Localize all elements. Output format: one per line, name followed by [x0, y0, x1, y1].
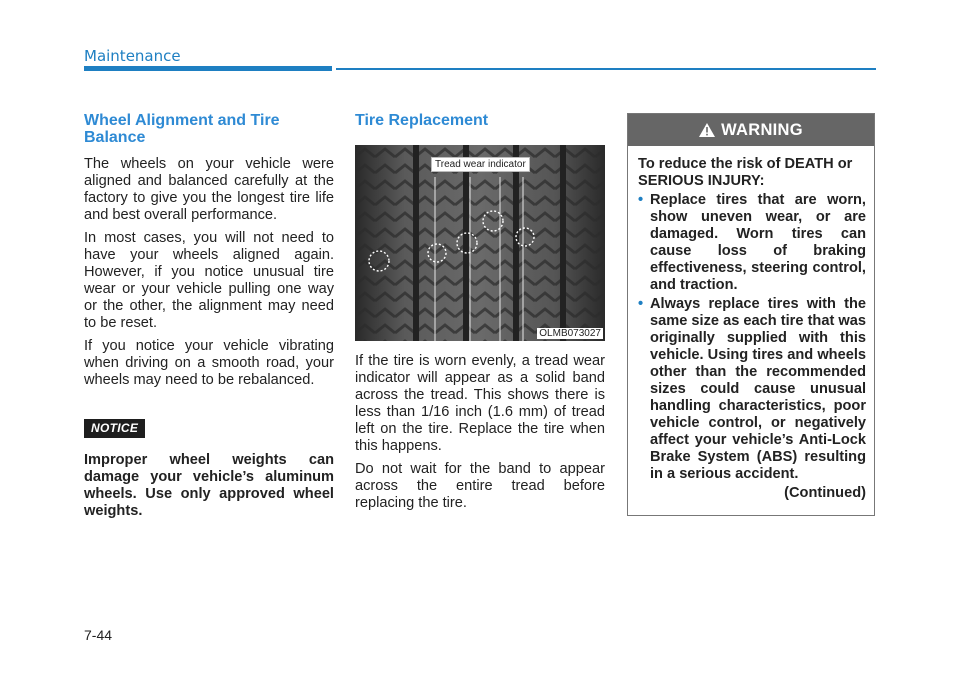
warning-box: [627, 113, 875, 516]
alignment-paragraph-2: In most cases, you will not need to have your wheels aligned again. However, if you notice unusual tire wear or your vehicle pulling one way or the other, the alignment may need to be reset.: [84, 230, 334, 331]
warning-triangle-icon: [699, 123, 715, 137]
wheel-alignment-heading: Wheel Alignment and Tire Balance: [84, 112, 280, 146]
notice-text: Improper wheel weights can damage your vehicle’s aluminum wheels. Use only approved wheel weights.: [84, 452, 334, 519]
warning-body: [628, 146, 874, 501]
replacement-paragraph-1: If the tire is worn evenly, a tread wear indicator will appear as a solid band across the tread. This shows there is less than 1/16 inch (1.6 mm) of tread left on the tire. Replace the tire when this happens.: [355, 353, 605, 454]
tire-tread-illustration: [355, 145, 605, 341]
bullet-icon: •: [638, 192, 644, 208]
warning-title: WARNING: [721, 120, 803, 139]
notice-badge: NOTICE: [84, 419, 145, 438]
warning-item: [638, 296, 866, 483]
warning-header: [628, 114, 874, 146]
alignment-paragraph-3: If you notice your vehicle vibrating when driving on a smooth road, your wheels may need to be rebalanced.: [84, 338, 334, 388]
left-column: [84, 112, 334, 520]
tread-wear-figure: [355, 145, 605, 341]
section-title: Maintenance: [84, 47, 181, 65]
warning-list: [638, 192, 866, 483]
middle-column: [355, 112, 605, 518]
continued-label: (Continued): [784, 485, 866, 501]
tread-wear-indicator-label: Tread wear indicator: [431, 157, 530, 172]
alignment-paragraph-1: The wheels on your vehicle were aligned and balanced carefully at the factory to give you the longest tire life and best overall performance.: [84, 156, 334, 223]
warning-item-text: Always replace tires with the same size as each tire that was originally supplied with this vehicle. Using tires and wheels other than the recommended sizes could cause unusual handling characteristics, poor vehicle control, or negatively affect your vehicle’s Anti-Lock Brake System (ABS) resulting in a serious accident.: [650, 296, 866, 482]
header-rule-thin: [336, 68, 876, 70]
figure-code: OLMB073027: [539, 328, 601, 339]
bullet-icon: •: [638, 296, 644, 312]
replacement-paragraph-2: Do not wait for the band to appear across the entire tread before replacing the tire.: [355, 461, 605, 511]
page-number: 7-44: [84, 627, 113, 643]
warning-intro: To reduce the risk of DEATH or SERIOUS INJURY:: [638, 156, 853, 189]
warning-item: [638, 192, 866, 294]
header-rule-thick: [84, 66, 332, 71]
tire-replacement-heading: Tire Replacement: [355, 112, 489, 129]
warning-item-text: Replace tires that are worn, show uneven wear, or are damaged. Worn tires can cause loss of braking effectiveness, steering control, and traction.: [650, 192, 866, 293]
